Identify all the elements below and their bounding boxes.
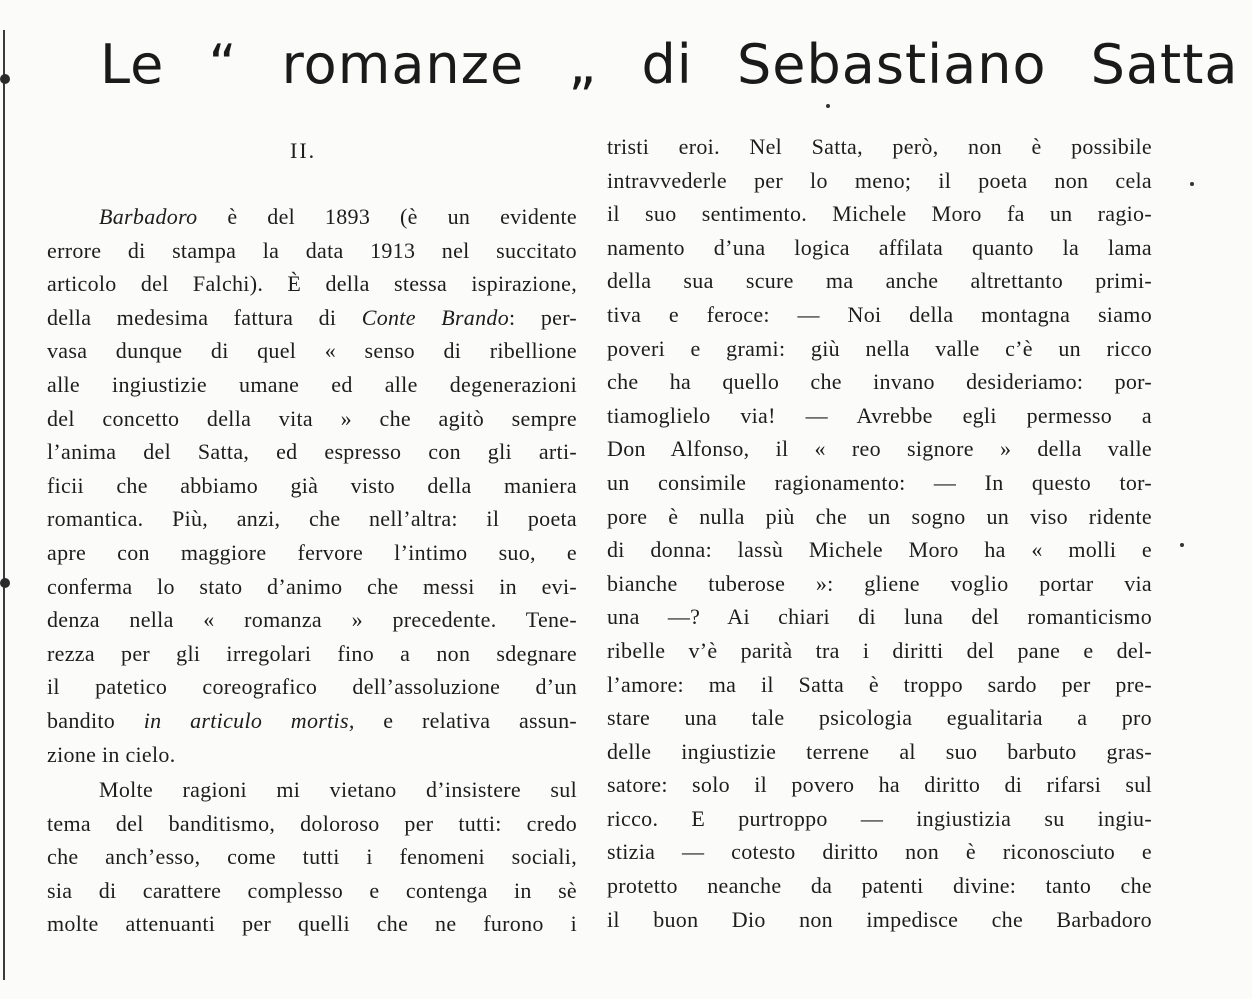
text-fragment: il patetico coreografico dell’assoluzione d’un	[47, 674, 577, 700]
text-fragment: : per-	[509, 304, 577, 330]
text-line	[47, 469, 577, 503]
text-line: Don Alfonso, il « reo signore » della valle	[607, 436, 1152, 462]
text-line	[47, 738, 577, 772]
print-speck	[1180, 543, 1184, 547]
text-line: della sua scure ma anche altrettanto primi-	[607, 268, 1152, 294]
paragraph-2	[47, 773, 577, 941]
text-line: il suo sentimento. Michele Moro fa un ragio-	[607, 201, 1152, 227]
italic-text: Barbadoro	[99, 204, 198, 229]
text-fragment: apre con maggiore fervore l’intimo suo, e	[47, 539, 577, 565]
text-line: protetto neanche da patenti divine: tanto che	[607, 873, 1152, 899]
text-line: che anch’esso, come tutti i fenomeni sociali,	[47, 844, 577, 870]
text-line	[47, 368, 577, 402]
text-line: pore è nulla più che un sogno un viso ridente	[607, 503, 1152, 529]
text-fragment: ficii che abbiamo già visto della maniera	[47, 472, 577, 498]
text-line: Molte ragioni mi vietano d’insistere sul	[99, 777, 577, 803]
text-fragment: e relativa assun-	[354, 707, 577, 733]
text-fragment: romantica. Più, anzi, che nell’altra: il poeta	[47, 506, 577, 532]
text-fragment: è del 1893 (è un evidente	[197, 204, 577, 229]
text-fragment: vasa dunque di quel « senso di ribellione	[47, 338, 577, 364]
text-line	[47, 435, 577, 469]
text-line: un consimile ragionamento: — In questo tor-	[607, 469, 1152, 495]
text-line: sia di carattere complesso e contenga in sè	[47, 877, 577, 903]
text-fragment: errore di stampa la data 1913 nel succitato	[47, 237, 577, 263]
text-line	[47, 334, 577, 368]
text-fragment: conferma lo stato d’animo che messi in evi-	[47, 573, 577, 599]
text-line	[47, 502, 577, 536]
text-line	[47, 301, 577, 335]
text-line: namento d’una logica affilata quanto la lama	[607, 234, 1152, 260]
text-line	[47, 536, 577, 570]
text-line: intravvederle per lo meno; il poeta non cela	[607, 167, 1152, 193]
text-fragment: alle ingiustizie umane ed alle degenerazioni	[47, 371, 577, 397]
binding-mark	[0, 74, 10, 84]
text-line: delle ingiustizie terrene al suo barbuto gras-	[607, 738, 1152, 764]
text-line: bianche tuberose »: gliene voglio portar via	[607, 570, 1152, 596]
text-line: molte attenuanti per quelli che ne furono i	[47, 911, 577, 937]
text-line: tiamoglielo via! — Avrebbe egli permesso a	[607, 402, 1152, 428]
text-line	[47, 603, 577, 637]
text-line	[47, 670, 577, 704]
text-fragment: denza nella « romanza » precedente. Tene-	[47, 607, 577, 633]
left-column	[47, 200, 577, 941]
text-fragment: articolo del Falchi). È della stessa ispirazione,	[47, 271, 577, 297]
text-line: stare una tale psicologia egualitaria a pro	[607, 705, 1152, 731]
text-line: ricco. E purtroppo — ingiustizia su ingiu-	[607, 805, 1152, 831]
text-fragment: l’anima del Satta, ed espresso con gli arti-	[47, 439, 577, 465]
text-line: stizia — cotesto diritto non è riconosciuto e	[607, 839, 1152, 865]
text-line	[47, 234, 577, 268]
paragraph-1	[47, 200, 577, 771]
text-line: satore: solo il povero ha diritto di rifarsi sul	[607, 772, 1152, 798]
text-fragment: del concetto della vita » che agitò sempre	[47, 405, 577, 431]
section-number: II.	[290, 138, 317, 163]
text-fragment: zione in cielo.	[47, 741, 176, 767]
right-column-text	[607, 130, 1152, 936]
text-line: il buon Dio non impedisce che Barbadoro	[607, 906, 1152, 932]
text-line: ribelle v’è parità tra i diritti del pane e del-	[607, 637, 1152, 663]
text-line	[47, 267, 577, 301]
binding-mark	[0, 578, 10, 588]
text-line	[47, 570, 577, 604]
text-line: poveri e grami: giù nella valle c’è un ricco	[607, 335, 1152, 361]
text-fragment: rezza per gli irregolari fino a non sdegnare	[47, 640, 577, 666]
text-line: una —? Ai chiari di luna del romanticismo	[607, 604, 1152, 630]
print-speck	[1190, 182, 1194, 186]
text-line: tema del banditismo, doloroso per tutti: credo	[47, 810, 577, 836]
text-line	[47, 200, 577, 234]
text-fragment: bandito	[47, 707, 144, 733]
article-title: Le “ romanze „ di Sebastiano Satta	[100, 33, 1239, 96]
right-column	[607, 130, 1152, 936]
text-line: tristi eroi. Nel Satta, però, non è possibile	[607, 134, 1152, 159]
left-margin-rule	[3, 30, 5, 980]
text-fragment: della medesima fattura di	[47, 304, 362, 330]
text-line: tiva e feroce: — Noi della montagna siamo	[607, 301, 1152, 327]
italic-text: in articulo mortis,	[143, 707, 355, 733]
text-line: di donna: lassù Michele Moro ha « molli e	[607, 537, 1152, 563]
print-speck	[826, 104, 830, 108]
text-line: l’amore: ma il Satta è troppo sardo per pre-	[607, 671, 1152, 697]
text-line	[47, 402, 577, 436]
text-line	[47, 704, 577, 738]
italic-text: Conte Brando	[361, 304, 509, 330]
text-line	[47, 637, 577, 671]
text-line: che ha quello che invano desideriamo: por-	[607, 369, 1152, 395]
